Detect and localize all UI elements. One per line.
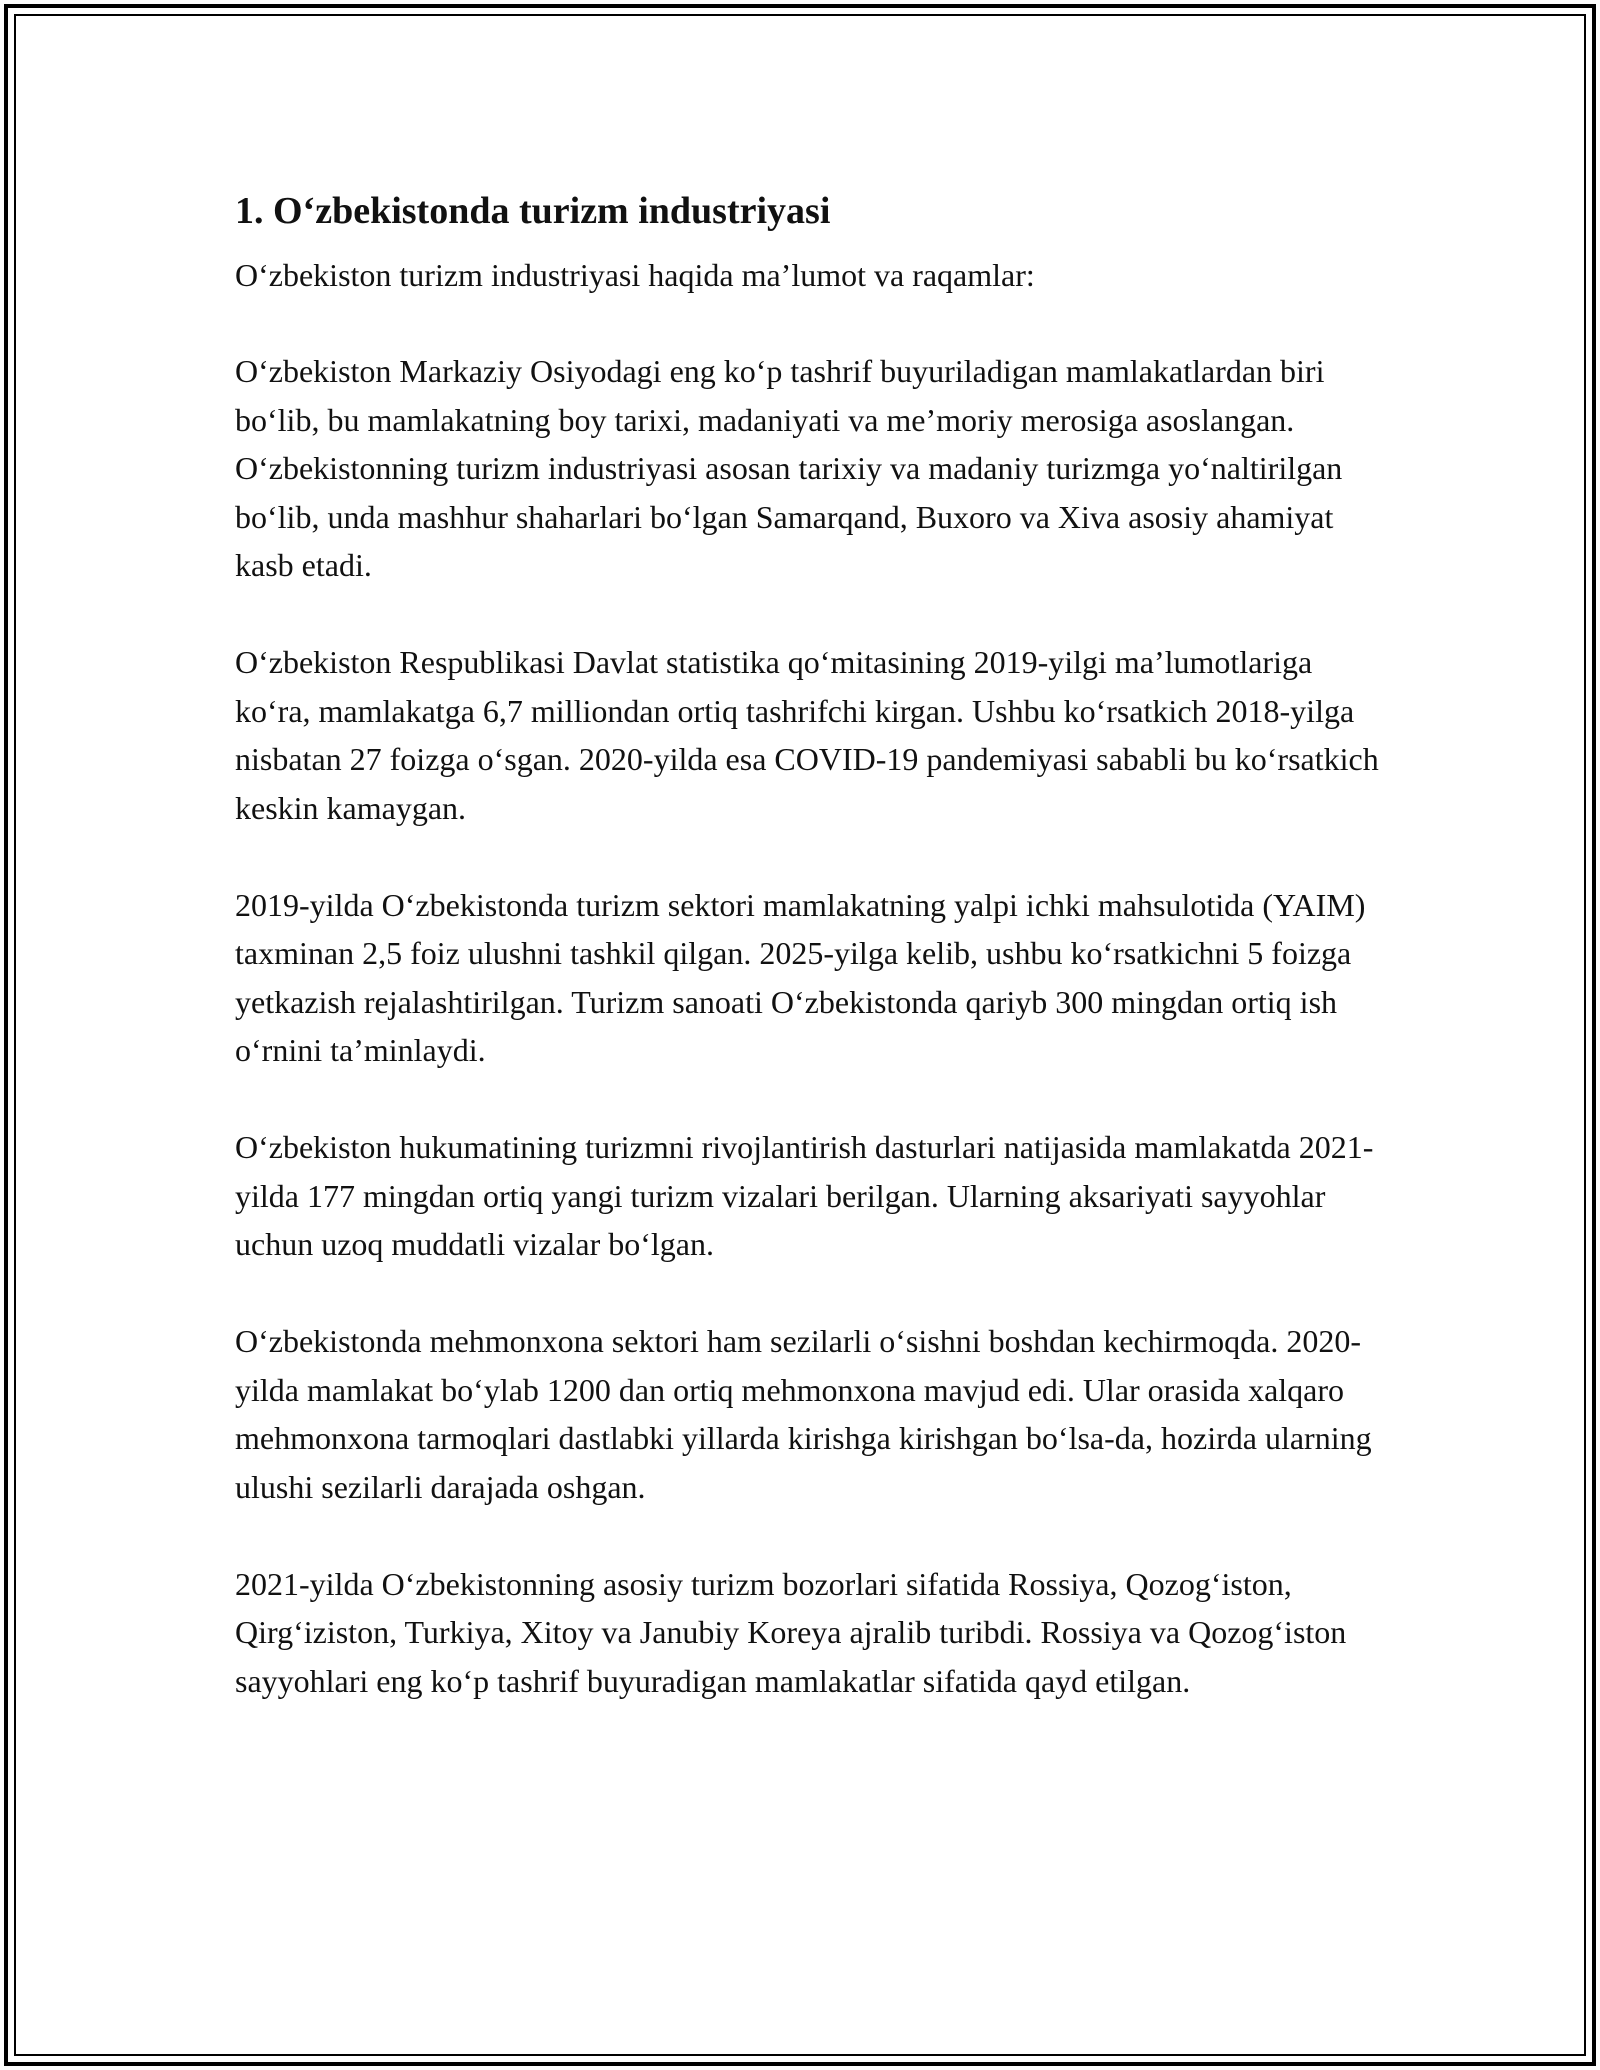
paragraph-visas: O‘zbekiston hukumatining turizmni rivojlantirish dasturlari natijasida mamlakatda 2021-yilda 177 mingdan ortiq yangi turizm vizalari berilgan. Ularning aksariyati sayyohlar uchun uzoq muddatli vizalar bo‘lgan. bbox=[235, 1129, 1374, 1262]
paragraph-hotels: O‘zbekistonda mehmonxona sektori ham sezilarli o‘sishni boshdan kechirmoqda. 2020-yilda mamlakat bo‘ylab 1200 dan ortiq mehmonxona mavjud edi. Ular orasida xalqaro mehmonxona tarmoqlari dastlabki yillarda kirishga kirishgan bo‘lsa-da, hozirda ularning ulushi sezilarli darajada oshgan. bbox=[235, 1323, 1372, 1505]
section-heading: 1. O‘zbekistonda turizm industriyasi bbox=[235, 190, 831, 232]
paragraph-history: O‘zbekiston Markaziy Osiyodagi eng ko‘p tashrif buyuriladigan mamlakatlardan biri bo‘lib, bu mamlakatning boy tarixi, madaniyati va me’moriy merosiga asoslangan. O‘zbekistonning turizm industriyasi asosan tarixiy va madaniy turizmga yo‘naltirilgan bo‘lib, unda mashhur shaharlari bo‘lgan Samarqand, Buxoro va Xiva asosiy ahamiyat kasb etadi. bbox=[235, 353, 1343, 583]
document-body bbox=[235, 186, 1385, 1705]
paragraph-gdp-share: 2019-yilda O‘zbekistonda turizm sektori mamlakatning yalpi ichki mahsulotida (YAIM) taxminan 2,5 foiz ulushni tashkil qilgan. 2025-yilga kelib, ushbu ko‘rsatkichni 5 foizga yetkazish rejalashtirilgan. Turizm sanoati O‘zbekistonda qariyb 300 mingdan ortiq ish o‘rnini ta’minlaydi. bbox=[235, 886, 1366, 1068]
paragraph-markets: 2021-yilda O‘zbekistonning asosiy turizm bozorlari sifatida Rossiya, Qozog‘iston, Qirg‘iziston, Turkiya, Xitoy va Janubiy Koreya ajralib turibdi. Rossiya va Qozog‘iston sayyohlari eng ko‘p tashrif buyuradigan mamlakatlar sifatida qayd etilgan. bbox=[235, 1565, 1347, 1699]
paragraph-visitor-statistics: O‘zbekiston Respublikasi Davlat statistika qo‘mitasining 2019-yilgi ma’lumotlariga ko‘ra, mamlakatga 6,7 milliondan ortiq tashrifchi kirgan. Ushbu ko‘rsatkich 2018-yilga nisbatan 27 foizga o‘sgan. 2020-yilda esa COVID-19 pandemiyasi sababli bu ko‘rsatkich keskin kamaygan. bbox=[235, 644, 1379, 826]
intro-line: O‘zbekiston turizm industriyasi haqida ma’lumot va raqamlar: bbox=[235, 257, 1035, 293]
